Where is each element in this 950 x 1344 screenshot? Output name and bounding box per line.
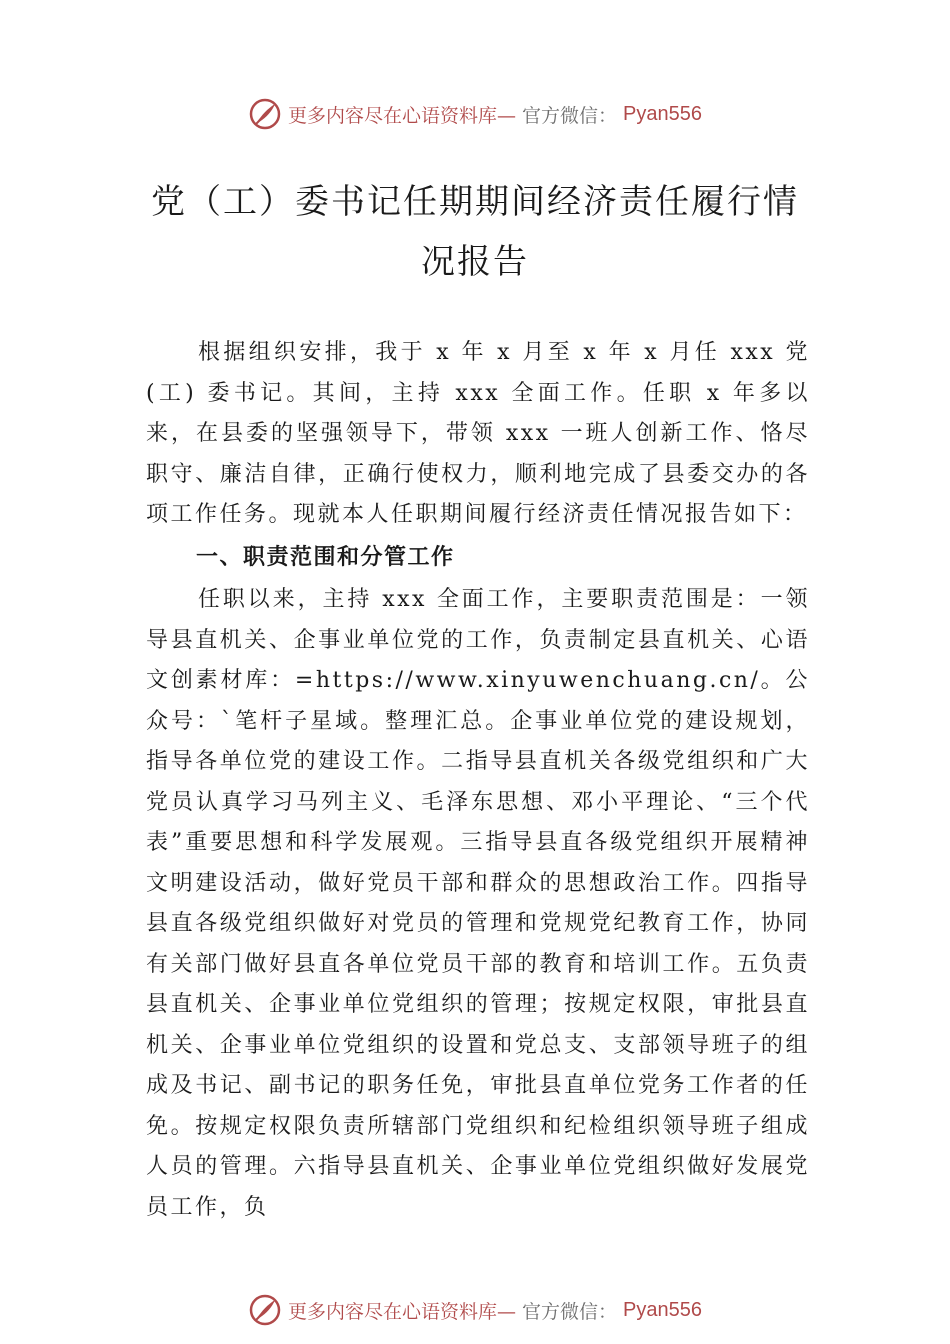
watermark-header [0,94,950,134]
feather-logo-icon [248,97,282,131]
section-heading: 一、职责范围和分管工作 [196,545,455,570]
watermark-contact-id: Pyan556 [623,1298,702,1321]
watermark-contact-label: 官方微信： [522,104,618,127]
watermark-footer [0,1290,950,1330]
watermark-site-text: 更多内容尽在心语资料库— [288,104,517,127]
paragraph-intro: 根据组织安排，我于 x 年 x 月至 x 年 x 月任 xxx 党(工) 委书记。其间，主持 xxx 全面工作。任职 x 年多以来，在县委的坚强领导下，带领 xxx 一班人创新工作、恪尽职守、廉洁自律，正确行使权力，顺利地完成了县委交办的各项工作任务。现就本人任职期间履行经济责任情况报告如下： [146,340,810,527]
watermark-contact-label: 官方微信： [522,1300,618,1323]
document-title: 党（工）委书记任期期间经济责任履行情况报告 [151,182,799,282]
feather-logo-icon [248,1293,282,1327]
watermark-site-text: 更多内容尽在心语资料库— [288,1300,517,1323]
watermark-contact-id: Pyan556 [623,102,702,125]
paragraph-duties: 任职以来，主持 xxx 全面工作，主要职责范围是：一领导县直机关、企事业单位党的工作，负责制定县直机关、心语文创素材库：=https://www.xinyuwenchuang.cn/。公众号：`笔杆子星域。整理汇总。企事业单位党的建设规划，指导各单位党的建设工作。二指导县直机关各级党组织和广大党员认真学习马列主义、毛泽东思想、邓小平理论、“三个代表”重要思想和科学发展观。三指导县直各级党组织开展精神文明建设活动，做好党员干部和群众的思想政治工作。四指导县直各级党组织做好对党员的管理和党规党纪教育工作，协同有关部门做好县直各单位党员干部的教育和培训工作。五负责县直机关、企事业单位党组织的管理；按规定权限，审批县直机关、企事业单位党组织的设置和党总支、支部领导班子的组成及书记、副书记的职务任免，审批县直单位党务工作者的任免。按规定权限负责所辖部门党组织和纪检组织领导班子组成人员的管理。六指导县直机关、企事业单位党组织做好发展党员工作，负 [146,587,810,1220]
